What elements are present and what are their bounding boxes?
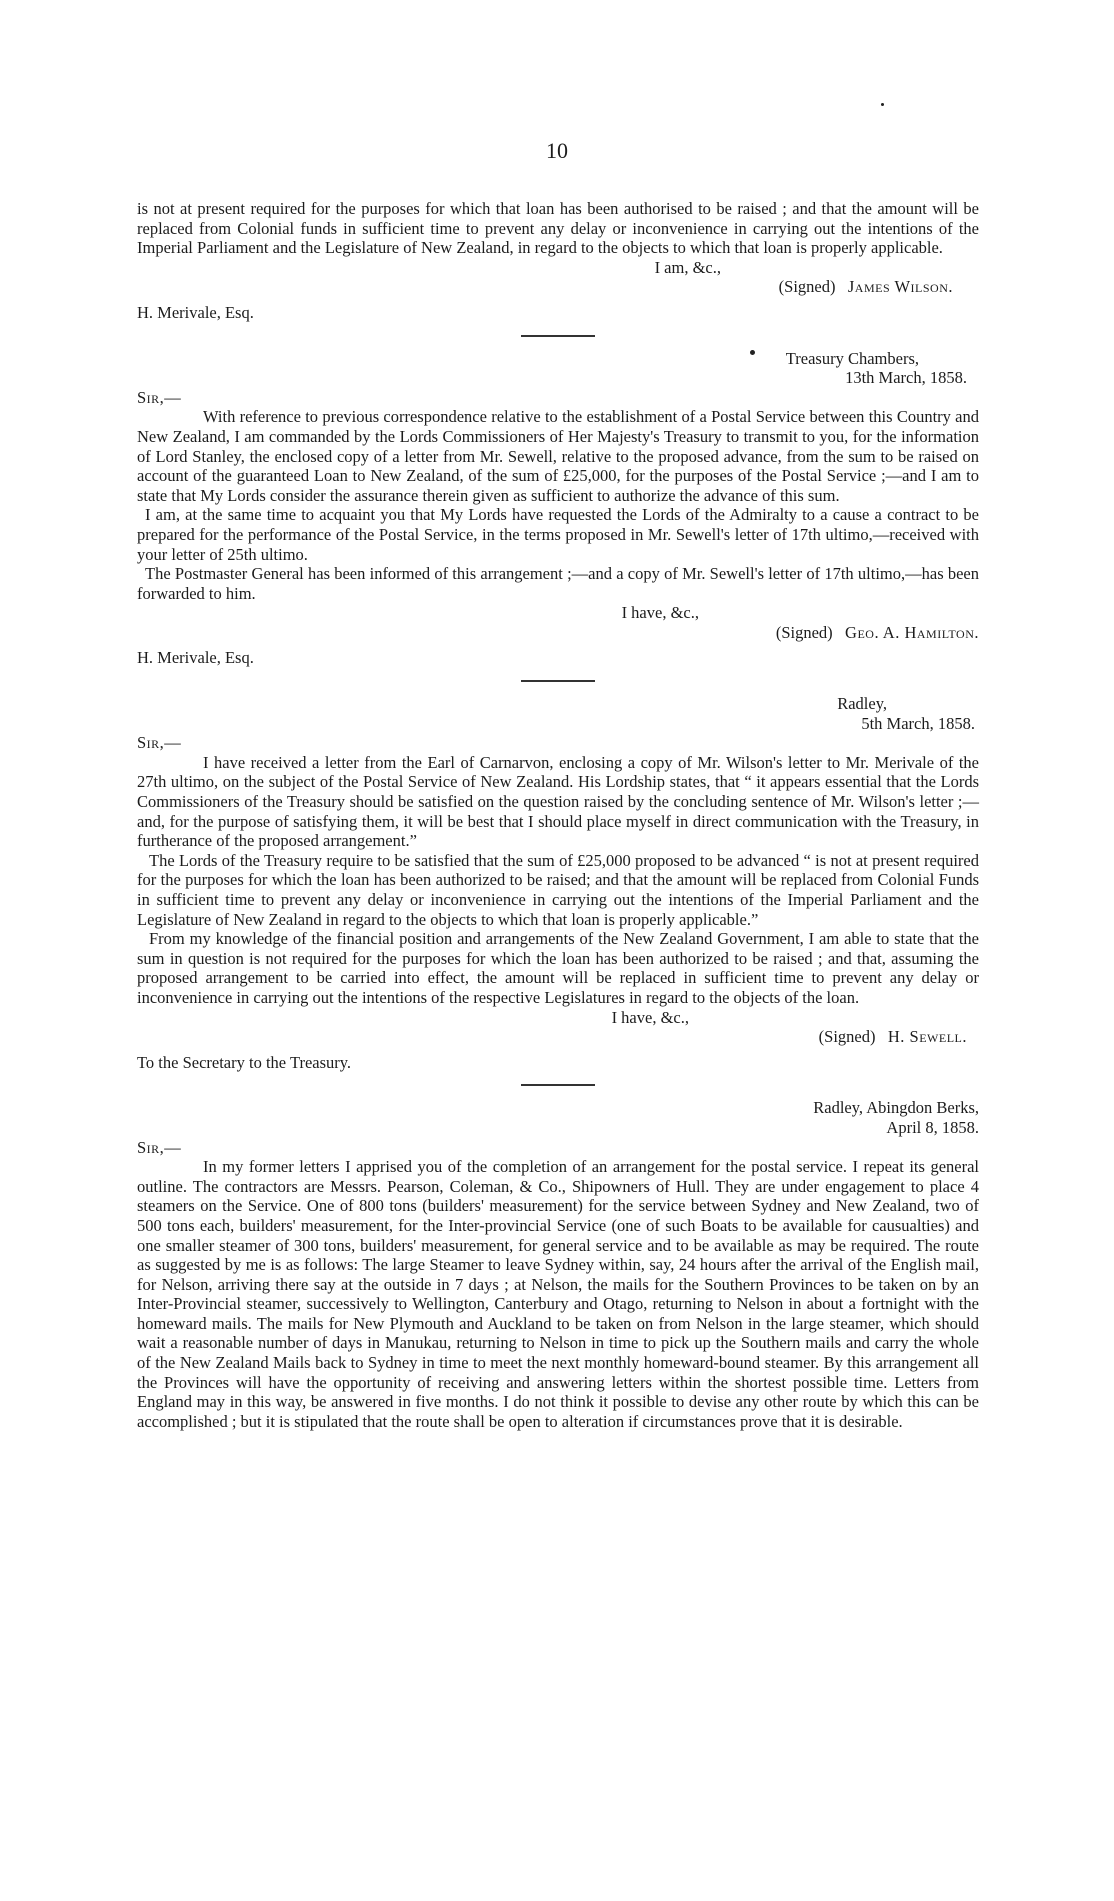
signed-label: (Signed) <box>778 277 836 297</box>
paragraph: I am, at the same time to acquaint you that My Lords have requested the Lords of the Admiralty to a cause a contract to be prepared for the performance of the Postal Service, in the terms proposed in Mr. Sewell's letter of 17th ultimo,—received with your letter of 25th ultimo. <box>137 505 979 564</box>
paragraph: From my knowledge of the financial position and arrangements of the New Zealand Government, I am able to state that the sum in question is not required for the purposes for which the loan has been authorized to be raised ; and that, assuming the proposed arrangement to be carried into effect, the amount will be replaced in sufficient time to prevent any delay or inconvenience in carrying out the intentions of the respective Legislatures in regard to the objects of the loan. <box>137 929 979 1007</box>
addressee: H. Merivale, Esq. <box>137 648 254 668</box>
letter-date: 5th March, 1858. <box>861 713 975 733</box>
paragraph: I have received a letter from the Earl of Carnarvon, enclosing a copy of Mr. Wilson's letter to Mr. Merivale of the 27th ultimo, on the subject of the Postal Service of New Zealand. His Lordship states, that “ it appears essential that the Lords Commissioners of the Treasury should be satisfied on the question raised by the concluding sentence of Mr. Wilson's letter ;—and, for the purpose of satisfying them, it will be best that I should place myself in direct communication with the Treasury, in furtherance of the proposed arrangement.” <box>137 752 979 851</box>
page-number: 10 <box>546 138 568 163</box>
separator-rule <box>521 1084 595 1086</box>
signature-line <box>137 1027 979 1047</box>
addressee: To the Secretary to the Treasury. <box>137 1052 352 1072</box>
signed-label: (Signed) <box>775 622 833 642</box>
letter-radley-march <box>137 694 979 1072</box>
closing: I am, &c., <box>654 257 721 277</box>
closing: I have, &c., <box>621 603 699 623</box>
salutation: Sir,— <box>137 387 182 407</box>
letter-date: 13th March, 1858. <box>845 368 967 388</box>
letter-place: Radley, <box>837 694 887 714</box>
salutation: Sir,— <box>137 1137 182 1157</box>
salutation: Sir,— <box>137 733 182 753</box>
signed-label: (Signed) <box>818 1027 876 1047</box>
paragraph: In my former letters I apprised you of the completion of an arrangement for the postal service. I repeat its general outline. The contractors are Messrs. Pearson, Coleman, & Co., Shipowners of Hull. They are under engagement to place 4 steamers on the Service. One of 800 tons (builders' measurement) for the service between Sydney and New Zealand, two of 500 tons each, builders' measurement, for the Inter-provincial Service (one of such Boats to be available for causualties) and one smaller steamer of 300 tons, builders' measurement, for general service and to be available as may be required. The route as suggested by me is as follows: The large Steamer to leave Sydney within, say, 24 hours after the arrival of the English mail, for Nelson, arriving there say at the outside in 7 days ; at Nelson, the mails for the Southern Provinces to be taken on by an Inter-Provincial steamer, successively to Wellington, Canterbury and Otago, returning to Nelson in about a fortnight with the homeward mails. The mails for New Plymouth and Auckland to be taken on from Nelson in the large steamer, which should wait a reasonable number of days in Manukau, returning to Nelson in time to pick up the Southern mails and carry the whole of the New Zealand Mails back to Sydney in time to meet the next monthly homeward-bound steamer. By this arrangement all the Provinces will have the opportunity of receiving and answering letters within the shortest possible time. Letters from England may in this way, be answered in five months. I do not think it possible to devise any other route by which this can be accomplished ; but it is stipulated that the route shall be open to alteration if circumstances prove that it is desirable. <box>137 1157 979 1431</box>
signatory: Geo. A. Hamilton. <box>845 622 979 642</box>
paragraph: With reference to previous correspondence relative to the establishment of a Postal Service between this Country and New Zealand, I am commanded by the Lords Commissioners of Her Majesty's Treasury to transmit to you, for the information of Lord Stanley, the enclosed copy of a letter from Mr. Sewell, relative to the proposed advance, from the sum to be raised on account of the guaranteed Loan to New Zealand, of the sum of £25,000, for the purposes of the Postal Service ;—and I am to state that My Lords consider the assurance therein given as sufficient to authorize the advance of this sum. <box>137 407 979 505</box>
intro-letter-end <box>137 199 979 323</box>
paragraph: The Postmaster General has been informed of this arrangement ;—and a copy of Mr. Sewell's letter of 17th ultimo,—has been forwarded to him. <box>137 564 979 603</box>
paragraph: The Lords of the Treasury require to be satisfied that the sum of £25,000 proposed to be advanced “ is not at present required for the purposes for which the loan has been authorized to be raised; and that the amount will be replaced from Colonial Funds in sufficient time to prevent any delay or inconvenience in carrying out the intentions of the Imperial Parliament and the Legislature of New Zealand in regard to the objects to which that loan is properly applicable.” <box>137 850 979 929</box>
signatory: H. Sewell. <box>887 1027 967 1047</box>
document-body <box>137 199 979 1431</box>
separator-rule <box>521 335 595 337</box>
closing: I have, &c., <box>611 1007 689 1027</box>
signature-line <box>137 277 979 297</box>
signatory: James Wilson. <box>847 277 953 297</box>
addressee: H. Merivale, Esq. <box>137 302 254 322</box>
paragraph: is not at present required for the purposes for which that loan has been authorised to be raised ; and that the amount will be replaced from Colonial funds in sufficient time to prevent any delay or inconvenience in carrying out the intentions of the Imperial Parliament and the Legislature of New Zealand, in regard to the objects to which that loan is properly applicable. <box>137 199 979 258</box>
letter-radley-april <box>137 1098 979 1431</box>
separator-rule <box>521 680 595 682</box>
signature-line <box>137 623 979 643</box>
letter-date: April 8, 1858. <box>886 1117 979 1137</box>
speck-mark <box>881 103 884 106</box>
letter-place: Treasury Chambers, <box>785 348 919 368</box>
letter-place: Radley, Abingdon Berks, <box>813 1098 979 1118</box>
letter-treasury <box>137 349 979 669</box>
